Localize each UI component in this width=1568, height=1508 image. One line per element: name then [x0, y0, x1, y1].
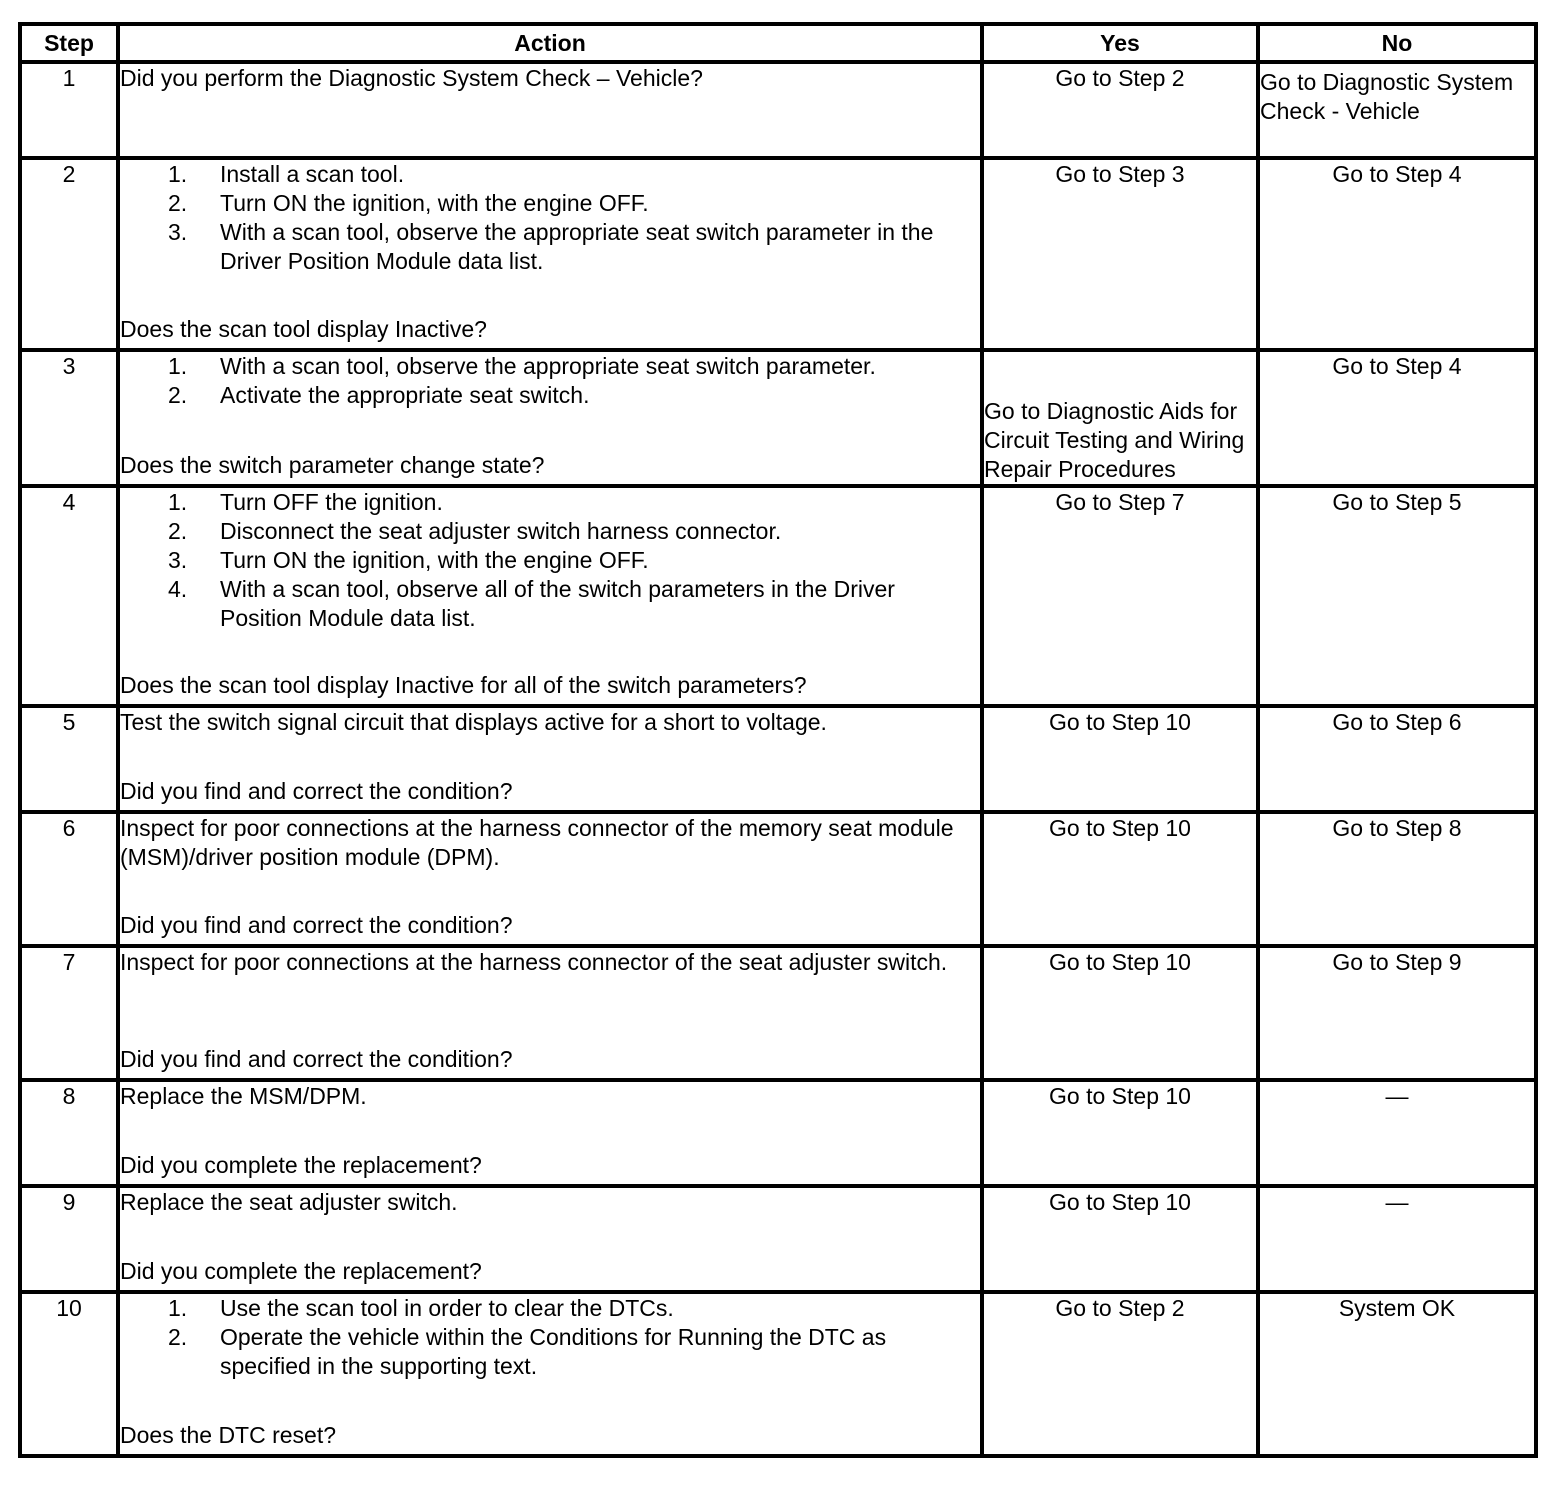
header-step: Step — [20, 24, 118, 62]
list-item — [120, 160, 980, 189]
list-item-number: 1. — [168, 489, 188, 515]
no-result: Go to Step 5 — [1258, 486, 1536, 706]
step-number: 9 — [20, 1186, 118, 1292]
action-text: Did you perform the Diagnostic System Check – Vehicle? — [120, 65, 703, 91]
list-item — [120, 352, 980, 381]
action-cell — [118, 1080, 982, 1186]
list-item-number: 2. — [168, 190, 188, 216]
step-number: 5 — [20, 706, 118, 812]
action-text: Test the switch signal circuit that displays active for a short to voltage. — [120, 709, 827, 735]
step-number: 10 — [20, 1292, 118, 1456]
action-cell — [118, 946, 982, 1080]
list-item-text: Install a scan tool. — [220, 161, 405, 187]
list-item-number: 4. — [168, 576, 188, 602]
action-top — [120, 948, 980, 977]
list-item-text: Use the scan tool in order to clear the DTCs. — [220, 1295, 674, 1321]
no-result: Go to Diagnostic System Check - Vehicle — [1258, 62, 1536, 158]
action-question: Does the scan tool display Inactive for all of the switch parameters? — [120, 672, 807, 698]
step-number: 4 — [20, 486, 118, 706]
yes-result: Go to Diagnostic Aids for Circuit Testing and Wiring Repair Procedures — [982, 350, 1258, 486]
list-item-text: With a scan tool, observe the appropriate seat switch parameter. — [220, 353, 876, 379]
table-row — [20, 812, 1536, 946]
yes-result: Go to Step 10 — [982, 706, 1258, 812]
yes-result: Go to Step 10 — [982, 1186, 1258, 1292]
header-yes: Yes — [982, 24, 1258, 62]
list-item-number: 3. — [168, 219, 188, 245]
step-number: 6 — [20, 812, 118, 946]
action-question: Did you find and correct the condition? — [120, 912, 513, 938]
yes-result: Go to Step 7 — [982, 486, 1258, 706]
yes-result: Go to Step 2 — [982, 1292, 1258, 1456]
action-steps-list — [120, 352, 980, 410]
list-item-number: 3. — [168, 547, 188, 573]
action-cell — [118, 1292, 982, 1456]
action-question: Does the scan tool display Inactive? — [120, 316, 487, 342]
list-item-text: Turn ON the ignition, with the engine OFF. — [220, 190, 649, 216]
no-result: — — [1258, 1080, 1536, 1186]
table-row — [20, 158, 1536, 350]
list-item-number: 2. — [168, 518, 188, 544]
action-top — [120, 708, 980, 737]
action-cell — [118, 350, 982, 486]
action-top — [120, 160, 980, 276]
list-item-number: 1. — [168, 161, 188, 187]
action-top — [120, 814, 980, 872]
action-cell — [118, 158, 982, 350]
table-row — [20, 1186, 1536, 1292]
yes-result: Go to Step 2 — [982, 62, 1258, 158]
table-row — [20, 1292, 1536, 1456]
yes-result: Go to Step 10 — [982, 812, 1258, 946]
list-item — [120, 1323, 980, 1381]
list-item-number: 1. — [168, 1295, 188, 1321]
no-result: — — [1258, 1186, 1536, 1292]
diagnostic-table — [18, 22, 1538, 1458]
table-row — [20, 946, 1536, 1080]
step-number: 3 — [20, 350, 118, 486]
action-question: Does the DTC reset? — [120, 1422, 337, 1448]
action-cell — [118, 1186, 982, 1292]
action-cell — [118, 62, 982, 158]
header-no: No — [1258, 24, 1536, 62]
table-row — [20, 706, 1536, 812]
no-result: Go to Step 4 — [1258, 350, 1536, 486]
action-top — [120, 1294, 980, 1381]
action-text: Replace the MSM/DPM. — [120, 1083, 367, 1109]
list-item — [120, 546, 980, 575]
yes-result: Go to Step 10 — [982, 1080, 1258, 1186]
yes-result: Go to Step 10 — [982, 946, 1258, 1080]
list-item — [120, 517, 980, 546]
no-result: Go to Step 9 — [1258, 946, 1536, 1080]
table-row — [20, 350, 1536, 486]
action-top — [120, 64, 980, 93]
table-body — [20, 62, 1536, 1456]
table-row — [20, 62, 1536, 158]
list-item — [120, 575, 980, 633]
list-item-text: With a scan tool, observe the appropriate seat switch parameter in the Driver Position Module data list. — [220, 219, 934, 274]
no-result: Go to Step 4 — [1258, 158, 1536, 350]
action-question: Did you complete the replacement? — [120, 1152, 482, 1178]
no-result: Go to Step 8 — [1258, 812, 1536, 946]
list-item-text: Disconnect the seat adjuster switch harness connector. — [220, 518, 782, 544]
action-cell — [118, 706, 982, 812]
action-question: Does the switch parameter change state? — [120, 452, 545, 478]
header-row — [20, 24, 1536, 62]
action-cell — [118, 812, 982, 946]
list-item-number: 2. — [168, 1324, 188, 1350]
no-result: Go to Step 6 — [1258, 706, 1536, 812]
list-item-text: With a scan tool, observe all of the switch parameters in the Driver Position Module data list. — [220, 576, 895, 631]
action-text: Inspect for poor connections at the harness connector of the memory seat module (MSM)/driver position module (DPM). — [120, 815, 954, 870]
list-item-text: Turn OFF the ignition. — [220, 489, 443, 515]
list-item-number: 2. — [168, 382, 188, 408]
no-result: System OK — [1258, 1292, 1536, 1456]
list-item — [120, 381, 980, 410]
step-number: 8 — [20, 1080, 118, 1186]
list-item-text: Activate the appropriate seat switch. — [220, 382, 590, 408]
action-question: Did you find and correct the condition? — [120, 1046, 513, 1072]
step-number: 1 — [20, 62, 118, 158]
action-cell — [118, 486, 982, 706]
action-question: Did you complete the replacement? — [120, 1258, 482, 1284]
table-row — [20, 486, 1536, 706]
action-steps-list — [120, 488, 980, 633]
yes-result: Go to Step 3 — [982, 158, 1258, 350]
list-item — [120, 218, 980, 276]
action-steps-list — [120, 160, 980, 276]
action-question: Did you find and correct the condition? — [120, 778, 513, 804]
action-top — [120, 1188, 980, 1217]
list-item — [120, 1294, 980, 1323]
action-steps-list — [120, 1294, 980, 1381]
action-top — [120, 1082, 980, 1111]
list-item-number: 1. — [168, 353, 188, 379]
step-number: 2 — [20, 158, 118, 350]
list-item-text: Operate the vehicle within the Conditions for Running the DTC as specified in the supporting text. — [220, 1324, 887, 1379]
action-top — [120, 488, 980, 633]
action-text: Inspect for poor connections at the harness connector of the seat adjuster switch. — [120, 949, 948, 975]
action-text: Replace the seat adjuster switch. — [120, 1189, 458, 1215]
list-item — [120, 189, 980, 218]
list-item-text: Turn ON the ignition, with the engine OFF. — [220, 547, 649, 573]
table-row — [20, 1080, 1536, 1186]
action-top — [120, 352, 980, 410]
list-item — [120, 488, 980, 517]
header-action: Action — [118, 24, 982, 62]
step-number: 7 — [20, 946, 118, 1080]
